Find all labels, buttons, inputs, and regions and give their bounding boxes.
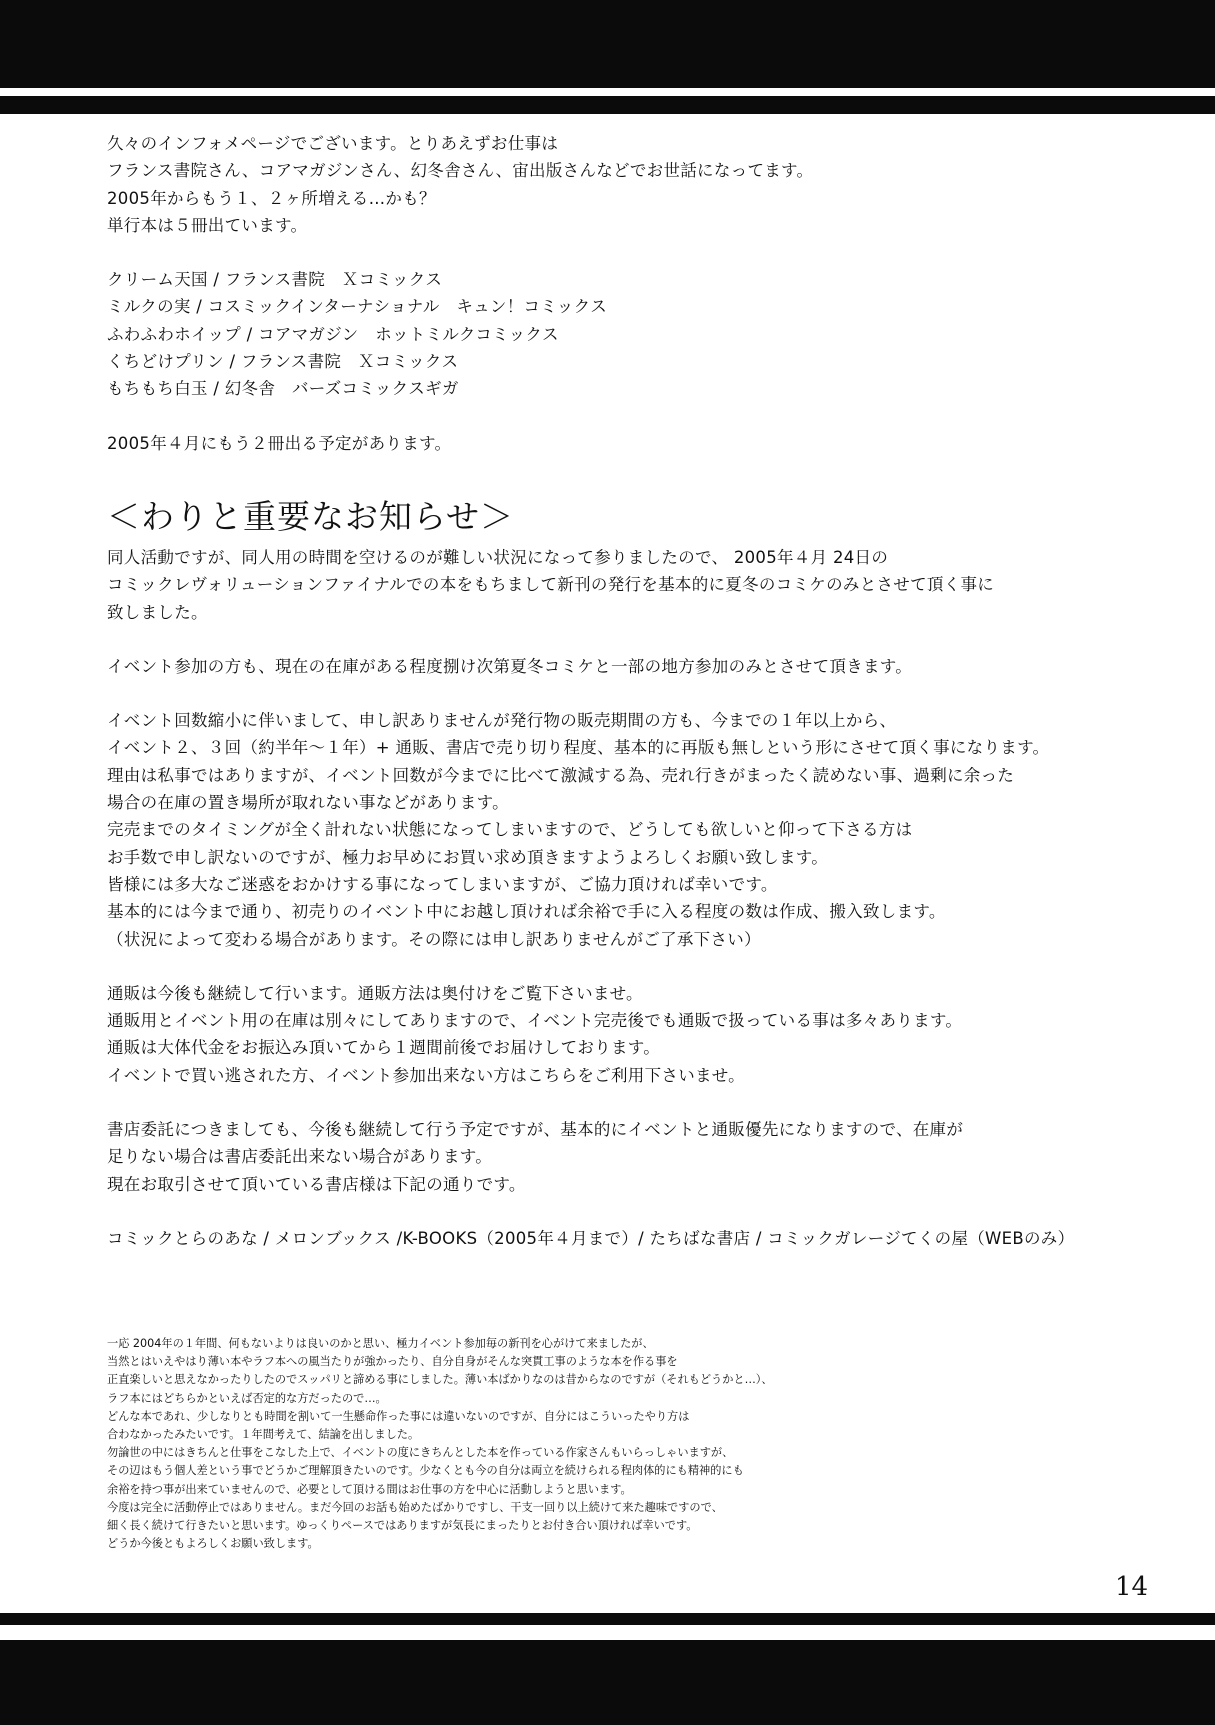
bottom-border-thick	[0, 1640, 1215, 1725]
notice-line: 足りない場合は書店委託出来ない場合があります。	[107, 1147, 493, 1167]
page-number: 14	[1115, 1572, 1149, 1602]
notice-line: 理由は私事ではありますが、イベント回数が今までに比べて激減する為、売れ行きがまったく読めない事、過剰に余った	[107, 765, 1015, 785]
notice-line: 致しました。	[107, 602, 208, 622]
main-content	[107, 130, 1147, 1252]
intro-line: フランス書院さん、コアマガジンさん、幻冬舎さん、宙出版さんなどでお世話になってます。	[107, 161, 814, 181]
top-border-thick	[0, 0, 1215, 88]
note-line: 勿論世の中にはきちんと仕事をこなした上で、イベントの度にきちんとした本を作っている作家さんもいらっしゃいますが、	[107, 1446, 734, 1460]
notice-line: お手数で申し訳ないのですが、極力お早めにお買い求め頂きますようよろしくお願い致します。	[107, 847, 829, 867]
note-line: どうか今後ともよろしくお願い致します。	[107, 1537, 319, 1551]
shop-list	[107, 1225, 1147, 1252]
spacer	[107, 680, 1147, 707]
notice-paragraph-1	[107, 544, 1147, 626]
notice-line: イベント参加の方も、現在の在庫がある程度捌け次第夏冬コミケと一部の地方参加のみとさせて頂きます。	[107, 656, 913, 676]
plan-line: 2005年４月にもう２冊出る予定があります。	[107, 433, 452, 453]
bottom-border-thin	[0, 1613, 1215, 1625]
notice-line: コミックレヴォリューションファイナルでの本をもちまして新刊の発行を基本的に夏冬のコミケのみとさせて頂く事に	[107, 575, 995, 595]
notice-line: 現在お取引させて頂いている書店様は下記の通りです。	[107, 1174, 526, 1194]
book-item: くちどけプリン / フランス書院 Ｘコミックス	[107, 352, 459, 372]
book-list	[107, 266, 1147, 402]
note-line: 余裕を持つ事が出来ていませんので、必要として頂ける間はお仕事の方を中心に活動しようと思います。	[107, 1482, 632, 1496]
notice-paragraph-3	[107, 707, 1147, 953]
note-line: 合わなかったみたいです。１年間考えて、結論を出しました。	[107, 1428, 420, 1442]
notice-paragraph-5	[107, 1116, 1147, 1198]
notice-line: 通販は大体代金をお振込み頂いてから１週間前後でお届けしております。	[107, 1038, 661, 1058]
note-line: その辺はもう個人差という事でどうかご理解頂きたいのです。少なくとも今の自分は両立を続けられる程肉体的にも精神的にも	[107, 1464, 744, 1478]
note-line: どんな本であれ、少しなりとも時間を割いて一生懸命作った事には違いないのですが、自分にはこういったやり方は	[107, 1409, 690, 1423]
spacer	[107, 1198, 1147, 1225]
author-notes	[107, 1335, 1107, 1553]
notice-line: 完売までのタイミングが全く計れない状態になってしまいますので、どうしても欲しいと仰って下さる方は	[107, 820, 913, 840]
intro-line: 単行本は５冊出ています。	[107, 215, 308, 235]
spacer	[107, 626, 1147, 653]
intro-line: 久々のインフォメページでございます。とりあえずお仕事は	[107, 134, 559, 153]
note-line: 細く長く続けて行きたいと思います。ゆっくりペースではありますが気長にまったりとお付き合い頂ければ幸いです。	[107, 1519, 698, 1533]
notice-line: イベント回数縮小に伴いまして、申し訳ありませんが発行物の販売期間の方も、今までの１年以上から、	[107, 711, 897, 731]
note-line: ラフ本にはどちらかといえば否定的な方だったので…。	[107, 1391, 387, 1405]
intro-line: 2005年からもう１、２ヶ所増える…かも？	[107, 188, 436, 208]
spacer	[107, 403, 1147, 430]
notice-line: 通販は今後も継続して行います。通販方法は奥付けをご覧下さいませ。	[107, 983, 643, 1003]
top-border-thin	[0, 96, 1215, 114]
book-item: もちもち白玉 / 幻冬舎 バーズコミックスギガ	[107, 379, 459, 399]
notice-line: 場合の在庫の置き場所が取れない事などがあります。	[107, 793, 509, 813]
shop-line: コミックとらのあな / メロンブックス /K-BOOKS（2005年４月まで）/ たちばな書店 / コミックガレージてくの屋（WEBのみ）	[107, 1228, 1075, 1248]
spacer	[107, 953, 1147, 980]
notice-line: 皆様には多大なご迷惑をおかけする事になってしまいますが、ご協力頂ければ幸いです。	[107, 874, 778, 894]
notice-line: 基本的には今まで通り、初売りのイベント中にお越し頂ければ余裕で手に入る程度の数は作成、搬入致します。	[107, 902, 946, 922]
book-item: ふわふわホイップ / コアマガジン ホットミルクコミックス	[107, 324, 559, 344]
notice-line: 書店委託につきましても、今後も継続して行う予定ですが、基本的にイベントと通販優先になりますので、在庫が	[107, 1120, 964, 1140]
plan-section	[107, 430, 1147, 457]
notice-line: イベント２、３回（約半年～１年）+ 通販、書店で売り切り程度、基本的に再版も無しという形にさせて頂く事になります。	[107, 738, 1050, 758]
note-line: 今度は完全に活動停止ではありません。まだ今回のお話も始めたばかりですし、干支一回り以上続けて来た趣味ですので、	[107, 1500, 723, 1514]
book-item: クリーム天国 / フランス書院 Ｘコミックス	[107, 270, 443, 290]
notice-line: イベントで買い逃された方、イベント参加出来ない方はこちらをご利用下さいませ。	[107, 1065, 745, 1085]
spacer	[107, 239, 1147, 266]
spacer	[107, 457, 1147, 484]
note-line: 一応 2004年の１年間、何もないよりは良いのかと思い、極力イベント参加毎の新刊を心がけて来ましたが、	[107, 1337, 654, 1350]
book-item: ミルクの実 / コスミックインターナショナル キュン！コミックス	[107, 297, 608, 317]
notice-paragraph-4	[107, 980, 1147, 1089]
notice-line: （状況によって変わる場合があります。その際には申し訳ありませんがご了承下さい）	[107, 929, 761, 949]
notice-line: 同人活動ですが、同人用の時間を空けるのが難しい状況になって参りましたので、 2005年４月 24日の	[107, 547, 889, 567]
intro-section	[107, 130, 1147, 239]
note-line: 正直楽しいと思えなかったりしたのでスッパリと諦める事にしました。薄い本ばかりなのは昔からなのですが（それもどうかと…）、	[107, 1373, 773, 1387]
note-line: 当然とはいえやはり薄い本やラフ本への風当たりが強かったり、自分自身がそんな突貫工事のような本を作る事を	[107, 1355, 678, 1369]
notice-line: 通販用とイベント用の在庫は別々にしてありますので、イベント完売後でも通販で扱っている事は多々あります。	[107, 1011, 963, 1031]
notice-heading: ＜わりと重要なお知らせ＞	[107, 496, 515, 536]
spacer	[107, 1089, 1147, 1116]
notice-paragraph-2	[107, 653, 1147, 680]
